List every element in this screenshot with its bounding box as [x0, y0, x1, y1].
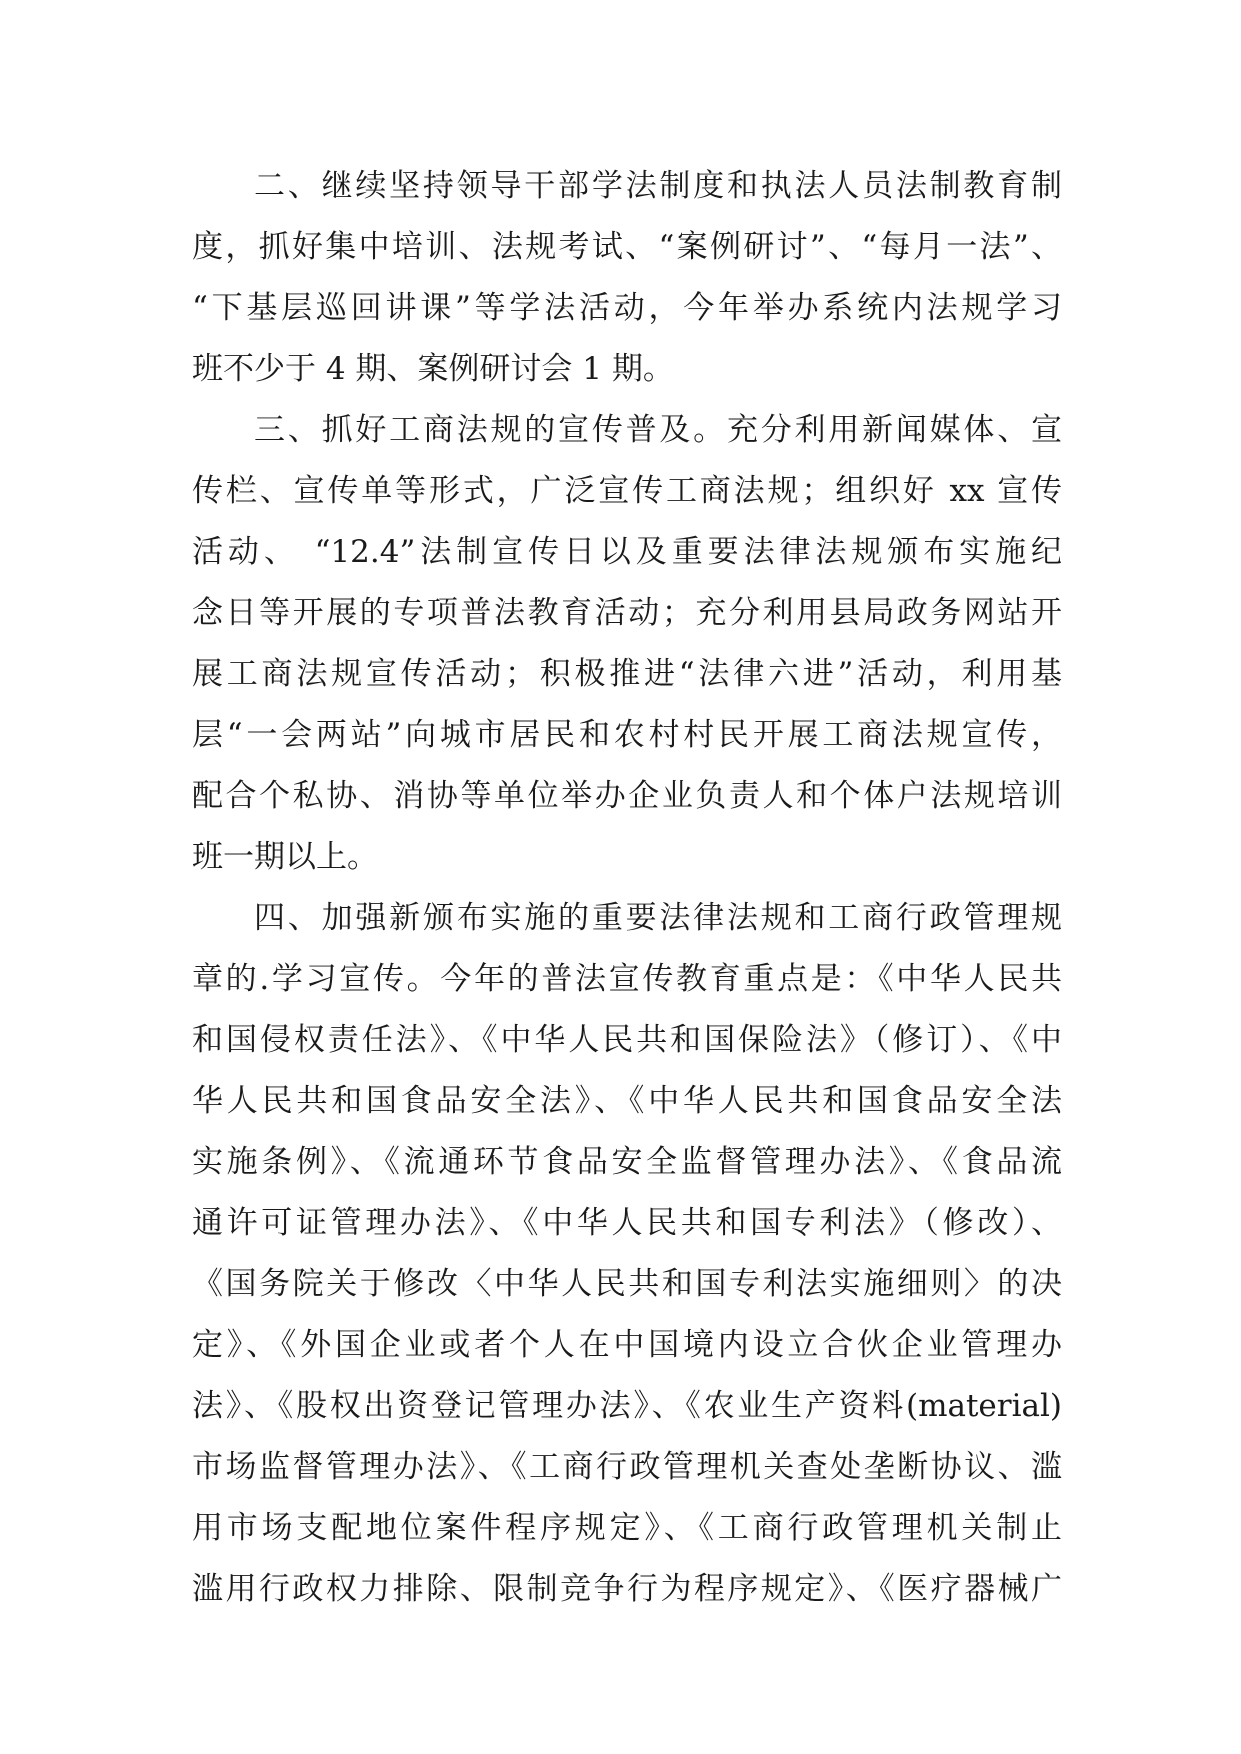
text-line: 度，抓好集中培训、法规考试、“案例研讨”、“每月一法”、	[192, 229, 1062, 265]
text-line: 华人民共和国食品安全法》、《中华人民共和国食品安全法	[192, 1083, 1062, 1119]
text-line: 念日等开展的专项普法教育活动；充分利用县局政务网站开	[192, 595, 1062, 631]
text-line: 市场监督管理办法》、《工商行政管理机关查处垄断协议、滥	[192, 1449, 1062, 1485]
paragraph	[192, 888, 1062, 1620]
text-line: 《国务院关于修改〈中华人民共和国专利法实施细则〉的决	[192, 1266, 1062, 1302]
text-line: 展工商法规宣传活动；积极推进“法律六进”活动，利用基	[192, 656, 1062, 692]
text-line: 法》、《股权出资登记管理办法》、《农业生产资料(material)	[192, 1388, 1062, 1424]
text-line: 通许可证管理办法》、《中华人民共和国专利法》（修改）、	[192, 1205, 1062, 1241]
document-body	[192, 156, 1062, 1620]
text-line: “下基层巡回讲课”等学法活动，今年举办系统内法规学习	[192, 290, 1062, 326]
text-line: 滥用行政权力排除、限制竞争行为程序规定》、《医疗器械广	[192, 1571, 1062, 1607]
paragraph	[192, 400, 1062, 888]
text-line: 传栏、宣传单等形式，广泛宣传工商法规；组织好 xx 宣传	[192, 473, 1062, 509]
text-line: 用市场支配地位案件程序规定》、《工商行政管理机关制止	[192, 1510, 1062, 1546]
text-line: 四、加强新颁布实施的重要法律法规和工商行政管理规	[254, 900, 1062, 936]
text-line: 三、抓好工商法规的宣传普及。充分利用新闻媒体、宣	[254, 412, 1062, 448]
paragraph	[192, 156, 1062, 400]
text-line: 实施条例》、《流通环节食品安全监督管理办法》、《食品流	[192, 1144, 1062, 1180]
text-line: 和国侵权责任法》、《中华人民共和国保险法》（修订）、《中	[192, 1022, 1062, 1058]
text-line: 班一期以上。	[192, 839, 378, 875]
text-line: 层“一会两站”向城市居民和农村村民开展工商法规宣传，	[192, 717, 1062, 753]
text-line: 活动、 “12.4”法制宣传日以及重要法律法规颁布实施纪	[192, 534, 1062, 570]
text-line: 定》、《外国企业或者个人在中国境内设立合伙企业管理办	[192, 1327, 1062, 1363]
text-line: 配合个私协、消协等单位举办企业负责人和个体户法规培训	[192, 778, 1062, 814]
text-line: 章的.学习宣传。今年的普法宣传教育重点是：《中华人民共	[192, 961, 1062, 997]
text-line: 班不少于 4 期、案例研讨会 1 期。	[192, 351, 674, 387]
text-line: 二、继续坚持领导干部学法制度和执法人员法制教育制	[254, 168, 1062, 204]
